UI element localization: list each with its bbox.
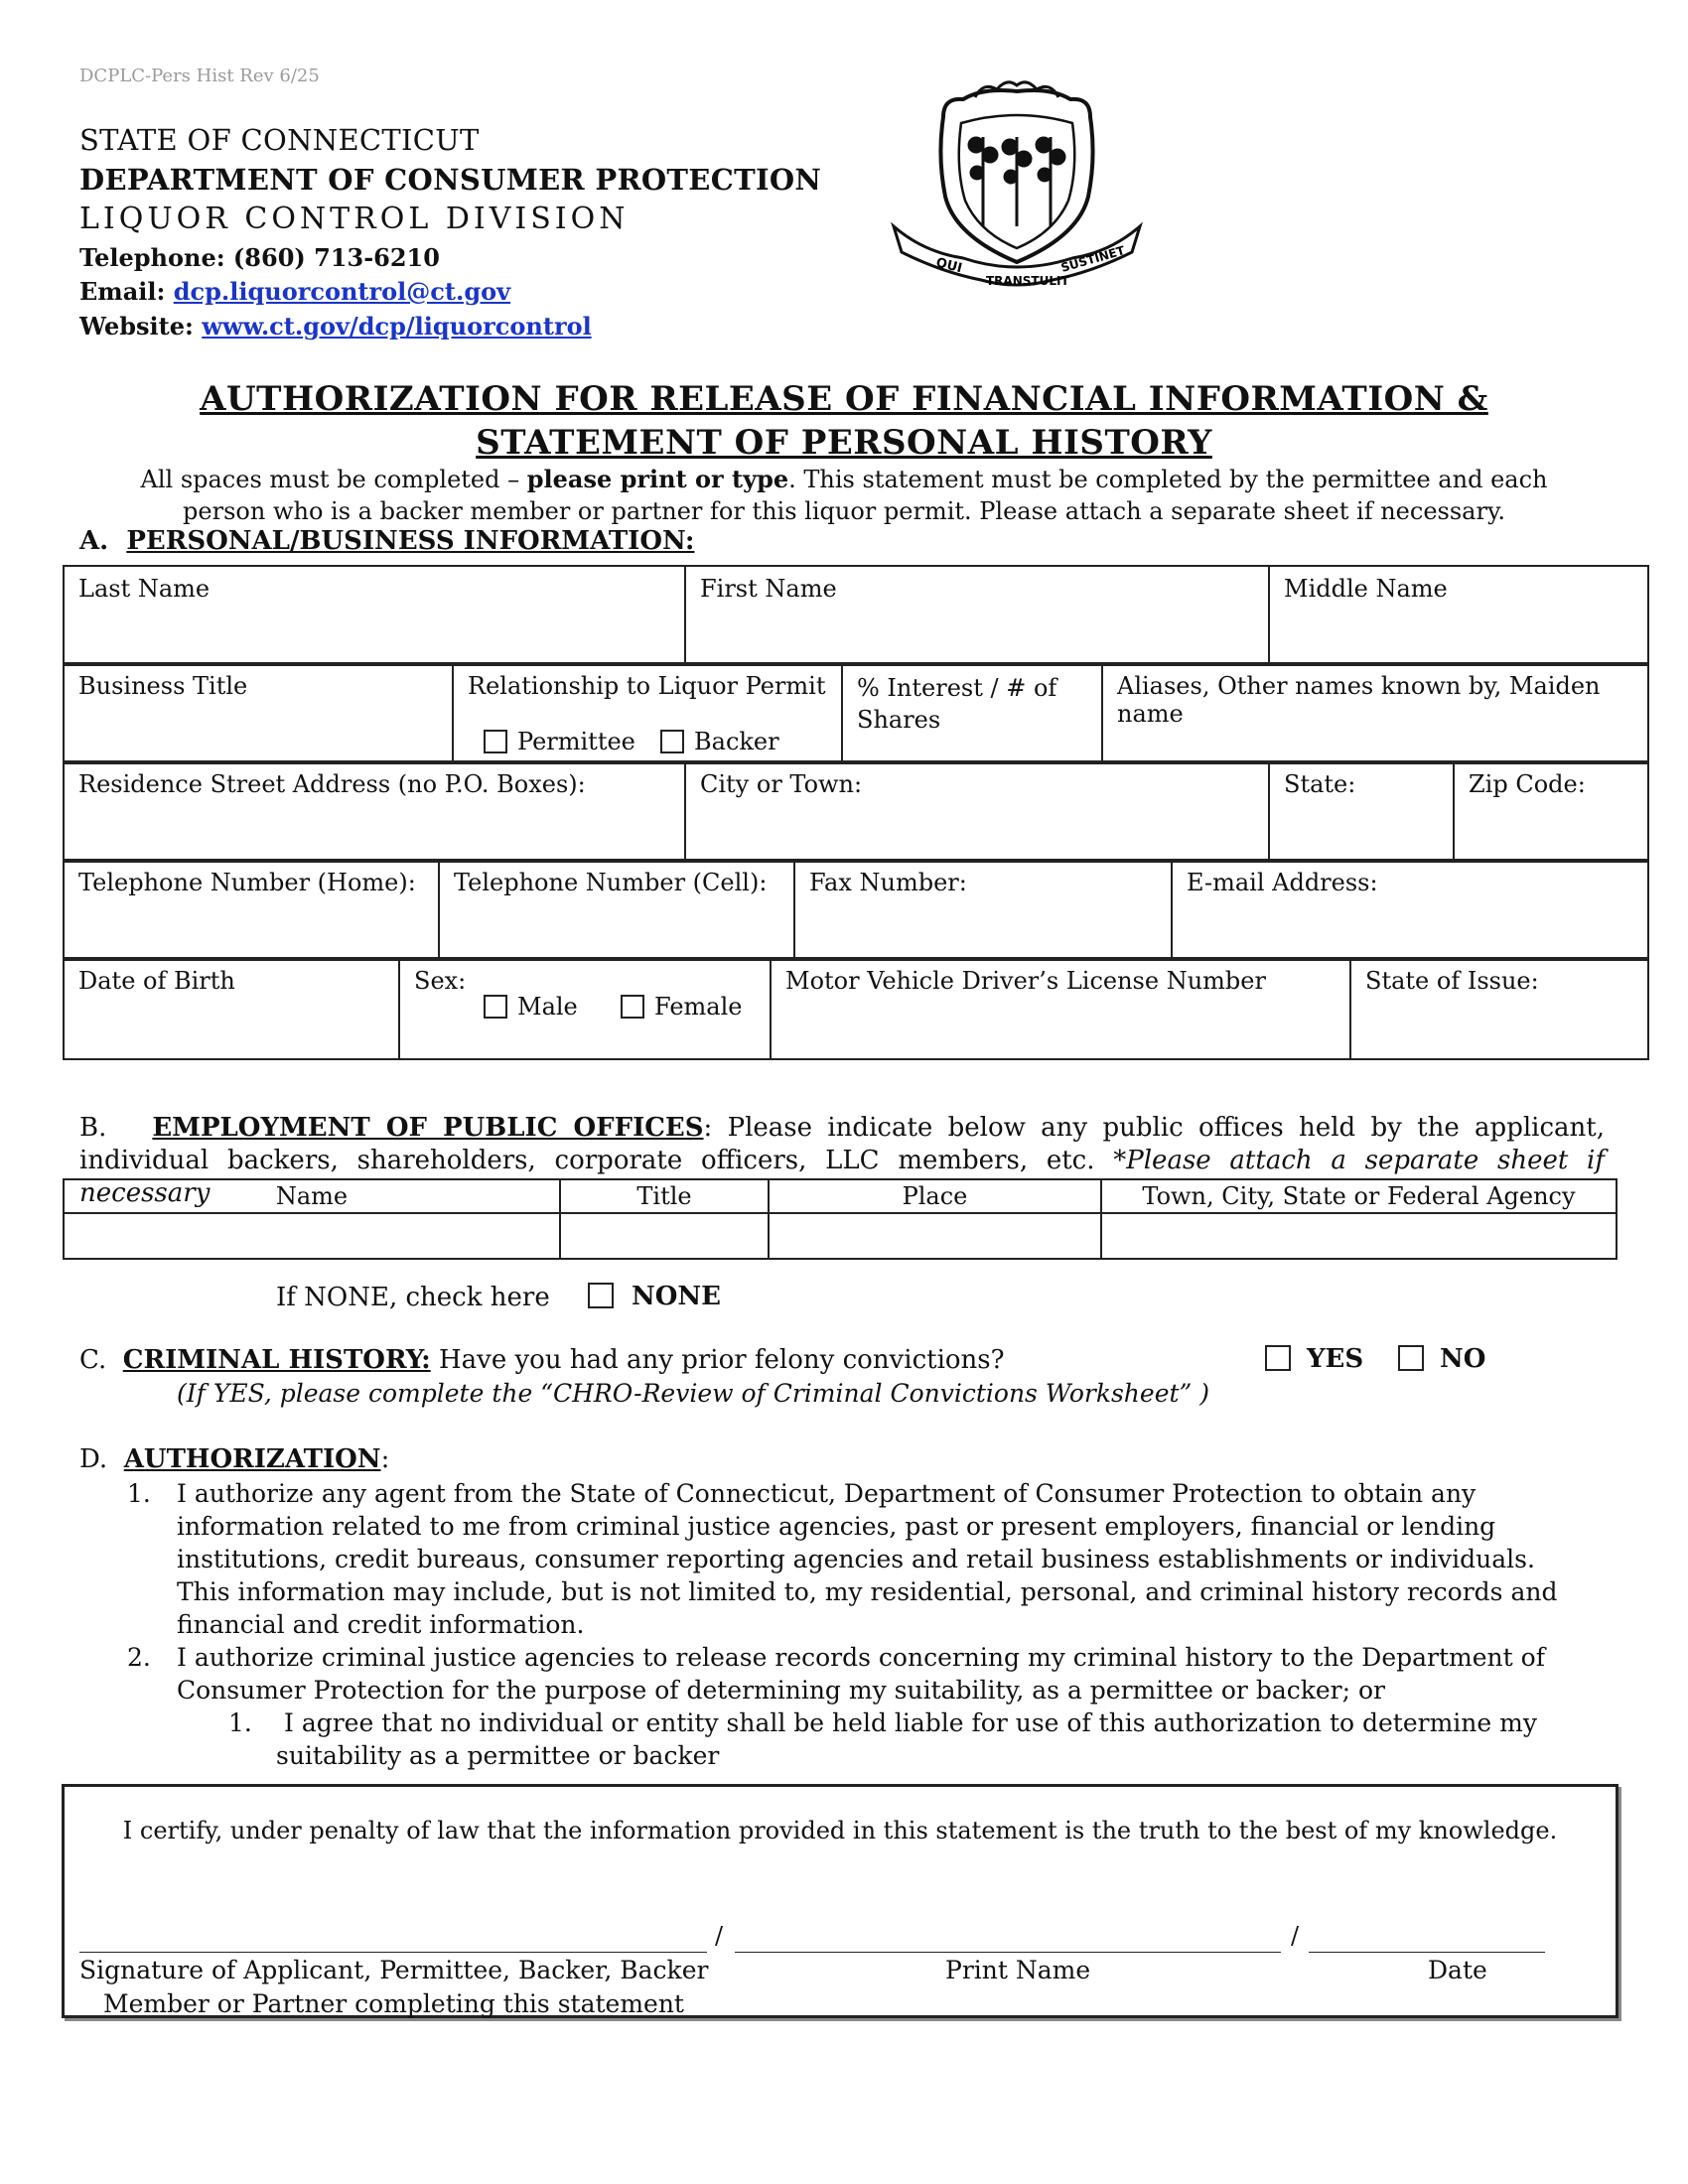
section-a-letter: A. xyxy=(79,526,109,556)
email-line xyxy=(79,277,510,306)
middle-name-field[interactable]: Middle Name xyxy=(1269,566,1648,665)
backer-option[interactable] xyxy=(660,728,779,755)
website-label: Website: xyxy=(79,312,194,341)
section-d-title: AUTHORIZATION xyxy=(123,1444,381,1474)
permittee-label: Permittee xyxy=(517,728,635,755)
certification-statement: I certify, under penalty of law that the information provided in this statement is the truth to the best of my knowledge. xyxy=(122,1817,1558,1844)
no-label: NO xyxy=(1440,1344,1486,1374)
signature-label-2: Member or Partner completing this statement xyxy=(103,1989,684,2018)
yes-checkbox[interactable] xyxy=(1265,1345,1291,1371)
yes-option[interactable] xyxy=(1265,1344,1363,1374)
public-offices-table xyxy=(63,1178,1618,1260)
column-name: Name xyxy=(64,1179,560,1213)
personal-info-row-3 xyxy=(63,760,1649,863)
drivers-license-field[interactable]: Motor Vehicle Driver’s License Number xyxy=(771,958,1350,1059)
state-field[interactable]: State: xyxy=(1269,761,1454,862)
personal-info-row-2 xyxy=(63,662,1649,764)
seal-motto-center: TRANSTULIT xyxy=(986,274,1069,288)
male-option[interactable] xyxy=(484,993,578,1021)
division-name: LIQUOR CONTROL DIVISION xyxy=(79,202,630,236)
state-name: STATE OF CONNECTICUT xyxy=(79,123,480,157)
section-c-question xyxy=(79,1345,1005,1375)
zip-code-field[interactable]: Zip Code: xyxy=(1454,761,1648,862)
home-phone-field[interactable]: Telephone Number (Home): xyxy=(64,860,439,960)
yes-label: YES xyxy=(1307,1344,1364,1374)
signature-label-1: Signature of Applicant, Permittee, Backer, Backer xyxy=(79,1956,709,1984)
intro-part-1: All spaces must be completed – xyxy=(140,466,527,493)
website-link[interactable]: www.ct.gov/dcp/liquorcontrol xyxy=(202,312,592,341)
section-b-note: *Please attach a separate sheet if necessary xyxy=(79,1146,1605,1208)
public-offices-header xyxy=(64,1179,1617,1213)
item-2-number: 2. xyxy=(127,1643,151,1672)
separator-2: / xyxy=(1291,1922,1300,1950)
print-name-line[interactable] xyxy=(735,1932,1281,1953)
section-c-note: (If YES, please complete the “CHRO-Review of Criminal Convictions Worksheet” ) xyxy=(177,1379,1210,1408)
section-b-heading: EMPLOYMENT OF PUBLIC OFFICES xyxy=(152,1113,704,1143)
female-option[interactable] xyxy=(621,993,743,1021)
male-label: Male xyxy=(517,993,578,1021)
intro-instructions xyxy=(79,464,1609,527)
intro-bold: please print or type xyxy=(526,465,789,493)
revision-code: DCPLC-Pers Hist Rev 6/25 xyxy=(79,66,320,86)
section-d-heading xyxy=(79,1444,389,1474)
relationship-field xyxy=(453,663,842,763)
section-c-text: Have you had any prior felony convictions? xyxy=(430,1345,1005,1375)
last-name-field[interactable]: Last Name xyxy=(64,566,685,665)
separator-1: / xyxy=(715,1922,724,1950)
office-agency-cell[interactable] xyxy=(1101,1213,1617,1259)
female-checkbox[interactable] xyxy=(621,995,644,1019)
personal-info-row-5 xyxy=(63,957,1649,1060)
intro-line-2: person who is a backer member or partner for this liquor permit. Please attach a separate sheet if necessary. xyxy=(183,497,1505,525)
email-address-field[interactable]: E-mail Address: xyxy=(1172,860,1648,960)
seal-motto-left: QUI xyxy=(934,255,964,277)
signature-line[interactable] xyxy=(79,1932,707,1953)
public-offices-row xyxy=(64,1213,1617,1259)
state-of-issue-field[interactable]: State of Issue: xyxy=(1350,958,1648,1059)
relationship-label: Relationship to Liquor Permit xyxy=(468,672,826,700)
office-title-cell[interactable] xyxy=(560,1213,769,1259)
telephone: Telephone: (860) 713-6210 xyxy=(79,243,440,272)
residence-address-field[interactable]: Residence Street Address (no P.O. Boxes): xyxy=(64,761,685,862)
business-title-field[interactable]: Business Title xyxy=(64,663,453,763)
personal-info-row-4 xyxy=(63,859,1649,961)
no-checkbox[interactable] xyxy=(1398,1345,1424,1371)
office-name-cell[interactable] xyxy=(64,1213,560,1259)
column-agency: Town, City, State or Federal Agency xyxy=(1101,1179,1617,1213)
interest-shares-field[interactable]: % Interest / # of Shares xyxy=(842,663,1102,763)
none-option[interactable] xyxy=(588,1282,721,1311)
website-line xyxy=(79,312,592,341)
sub-item-number: 1. xyxy=(228,1708,252,1737)
connecticut-seal-icon xyxy=(884,77,1150,298)
aliases-field[interactable]: Aliases, Other names known by, Maiden name xyxy=(1102,663,1648,763)
fax-number-field[interactable]: Fax Number: xyxy=(794,860,1172,960)
form-title-line-2: STATEMENT OF PERSONAL HISTORY xyxy=(476,423,1212,463)
city-town-field[interactable]: City or Town: xyxy=(685,761,1269,862)
first-name-field[interactable]: First Name xyxy=(685,566,1269,665)
section-a-heading xyxy=(79,526,694,556)
sex-label: Sex: xyxy=(414,967,467,995)
section-a-title: PERSONAL/BUSINESS INFORMATION: xyxy=(126,526,695,556)
email-label: Email: xyxy=(79,277,166,306)
sub-item-text: I agree that no individual or entity shall be held liable for use of this authorization to determine my suitability as a permittee or backer xyxy=(276,1708,1537,1770)
section-b-letter: B. xyxy=(79,1113,107,1143)
item-2-text: I authorize criminal justice agencies to release records concerning my criminal history to the Department of Consumer Protection for the purpose of determining my suitability, as a permittee or backer; or xyxy=(177,1643,1545,1705)
personal-info-row-1 xyxy=(63,565,1649,666)
department-name: DEPARTMENT OF CONSUMER PROTECTION xyxy=(79,163,822,197)
date-of-birth-field[interactable]: Date of Birth xyxy=(64,958,399,1059)
permittee-option[interactable] xyxy=(484,728,635,755)
column-place: Place xyxy=(769,1179,1101,1213)
item-1-text: I authorize any agent from the State of Connecticut, Department of Consumer Protection to obtain any information related to me from criminal justice agencies, past or present employers, financial or lending institutions, credit bureaus, consumer reporting agencies and retail business establishments or individuals. This information may include, but is not limited to, my residential, personal, and criminal history records and financial and credit information. xyxy=(177,1479,1558,1639)
section-d-colon: : xyxy=(380,1444,390,1474)
print-name-label: Print Name xyxy=(945,1956,1091,1984)
column-title: Title xyxy=(560,1179,769,1213)
sex-field xyxy=(399,958,771,1059)
seal-motto-right: SUSTINET xyxy=(1058,243,1127,275)
date-label: Date xyxy=(1428,1956,1487,1984)
item-1-number: 1. xyxy=(127,1479,151,1508)
no-option[interactable] xyxy=(1398,1344,1485,1374)
none-checkbox[interactable] xyxy=(588,1283,614,1308)
section-c-letter: C. xyxy=(79,1345,107,1375)
date-line[interactable] xyxy=(1309,1932,1545,1953)
permittee-checkbox[interactable] xyxy=(484,730,507,753)
intro-part-2: . This statement must be completed by the permittee and each xyxy=(788,466,1548,493)
female-label: Female xyxy=(654,993,743,1021)
office-place-cell[interactable] xyxy=(769,1213,1101,1259)
backer-label: Backer xyxy=(694,728,779,755)
section-b-text: : Please indicate below any public offices held by the applicant, individual backers, shareholders, corporate officers, LLC members, etc. xyxy=(79,1113,1605,1175)
form-title-line-1: AUTHORIZATION FOR RELEASE OF FINANCIAL INFORMATION & xyxy=(200,379,1488,419)
cell-phone-field[interactable]: Telephone Number (Cell): xyxy=(439,860,794,960)
none-label: NONE xyxy=(632,1282,721,1311)
section-c-heading: CRIMINAL HISTORY: xyxy=(122,1345,431,1375)
section-d-letter: D. xyxy=(79,1444,108,1474)
male-checkbox[interactable] xyxy=(484,995,507,1019)
email-link[interactable]: dcp.liquorcontrol@ct.gov xyxy=(173,277,511,306)
none-prompt: If NONE, check here xyxy=(276,1283,550,1312)
backer-checkbox[interactable] xyxy=(660,730,684,753)
